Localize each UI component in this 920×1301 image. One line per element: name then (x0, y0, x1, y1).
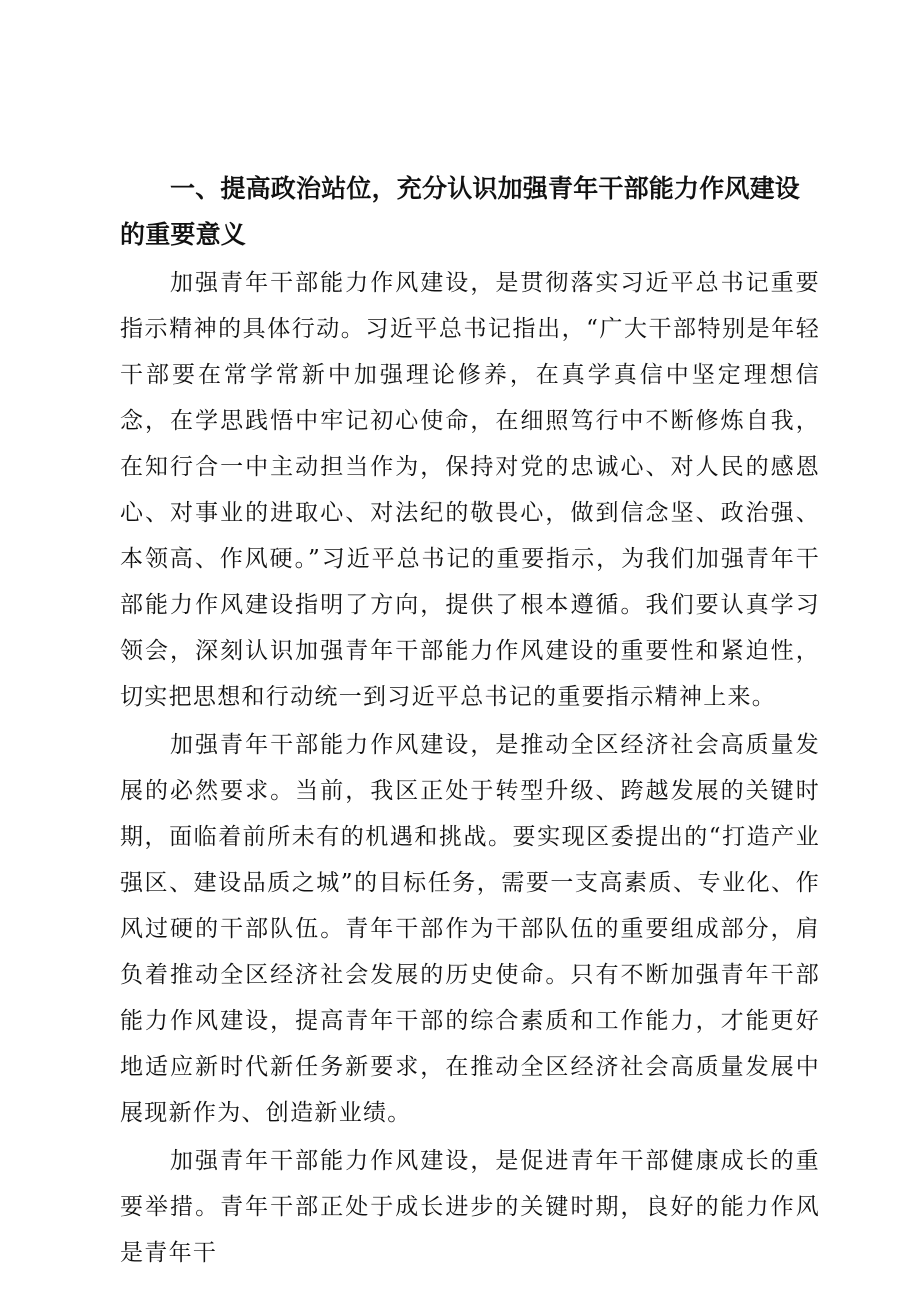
section-heading: 一、提高政治站位，充分认识加强青年干部能力作风建设的重要意义 (120, 174, 801, 249)
paragraph-2: 加强青年干部能力作风建设，是推动全区经济社会高质量发展的必然要求。当前，我区正处于转型升级、跨越发展的关键时期，面临着前所未有的机遇和挑战。要实现区委提出的“打造产业强区、建设品质之城”的目标任务，需要一支高素质、专业化、作风过硬的干部队伍。青年干部作为干部队伍的重要组成部分，肩负着推动全区经济社会发展的历史使命。只有不断加强青年干部能力作风建设，提高青年干部的综合素质和工作能力，才能更好地适应新时代新任务新要求，在推动全区经济社会高质量发展中展现新作为、创造新业绩。 (120, 732, 820, 1126)
paragraph-1: 加强青年干部能力作风建设，是贯彻落实习近平总书记重要指示精神的具体行动。习近平总书记指出，“广大干部特别是年轻干部要在常学常新中加强理论修养，在真学真信中坚定理想信念，在学思践悟中牢记初心使命，在细照笃行中不断修炼自我，在知行合一中主动担当作为，保持对党的忠诚心、对人民的感恩心、对事业的进取心、对法纪的敬畏心，做到信念坚、政治强、本领高、作风硬。”习近平总书记的重要指示，为我们加强青年干部能力作风建设指明了方向，提供了根本遵循。我们要认真学习领会，深刻认识加强青年干部能力作风建设的重要性和紧迫性，切实把思想和行动统一到习近平总书记的重要指示精神上来。 (120, 270, 820, 710)
paragraph-3: 加强青年干部能力作风建设，是促进青年干部健康成长的重要举措。青年干部正处于成长进步的关键时期，良好的能力作风是青年干 (120, 1148, 820, 1266)
document-page (120, 166, 820, 1276)
